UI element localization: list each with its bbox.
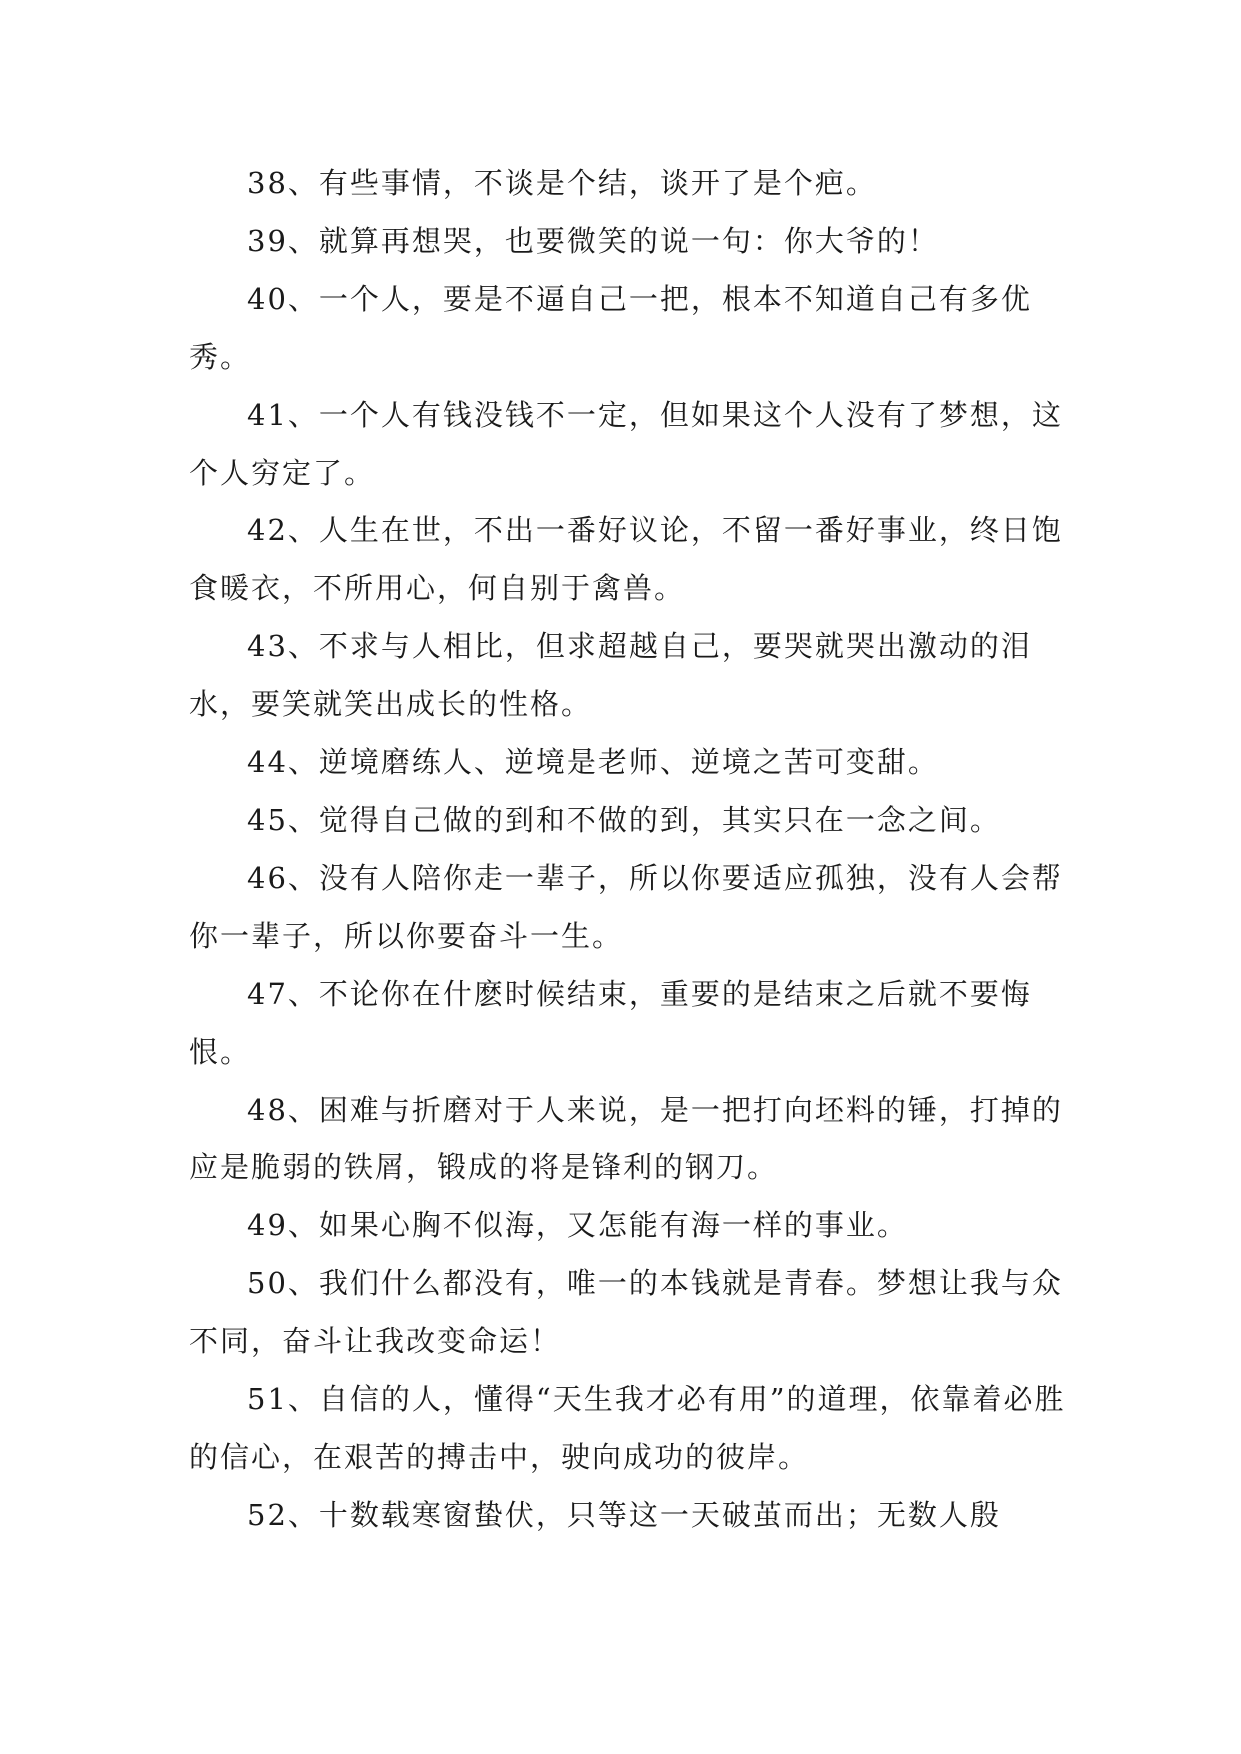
paragraph-38: 38、有些事情，不谈是个结，谈开了是个疤。	[247, 166, 877, 200]
paragraph-41: 41、一个人有钱没钱不一定，但如果这个人没有了梦想，这个人穷定了。	[189, 397, 1063, 490]
document-body	[189, 155, 1069, 1545]
paragraph-52: 52、十数载寒窗蛰伏，只等这一天破茧而出；无数人殷	[247, 1497, 1001, 1532]
paragraph-51: 51、自信的人，懂得“天生我才必有用”的道理，依靠着必胜的信心，在艰苦的搏击中，驶向成功的彼岸。	[189, 1382, 1066, 1474]
paragraph-44: 44、逆境磨练人、逆境是老师、逆境之苦可变甜。	[247, 745, 939, 780]
paragraph-46: 46、没有人陪你走一辈子，所以你要适应孤独，没有人会帮你一辈子，所以你要奋斗一生。	[189, 860, 1063, 953]
paragraph-42: 42、人生在世，不出一番好议论，不留一番好事业，终日饱食暖衣，不所用心，何自别于禽兽。	[189, 513, 1063, 606]
paragraph-49: 49、如果心胸不似海，又怎能有海一样的事业。	[247, 1208, 908, 1243]
paragraph-50: 50、我们什么都没有，唯一的本钱就是青春。梦想让我与众不同，奋斗让我改变命运！	[189, 1266, 1063, 1359]
paragraph-39: 39、就算再想哭，也要微笑的说一句：你大爷的！	[247, 223, 939, 258]
paragraph-43: 43、不求与人相比，但求超越自己，要哭就哭出激动的泪水，要笑就笑出成长的性格。	[189, 629, 1032, 722]
paragraph-45: 45、觉得自己做的到和不做的到，其实只在一念之间。	[247, 802, 1001, 837]
paragraph-40: 40、一个人，要是不逼自己一把，根本不知道自己有多优秀。	[189, 281, 1032, 374]
paragraph-47: 47、不论你在什麽时候结束，重要的是结束之后就不要悔恨。	[189, 976, 1032, 1069]
paragraph-48: 48、困难与折磨对于人来说，是一把打向坯料的锤，打掉的应是脆弱的铁屑，锻成的将是锋利的钢刀。	[189, 1092, 1063, 1185]
